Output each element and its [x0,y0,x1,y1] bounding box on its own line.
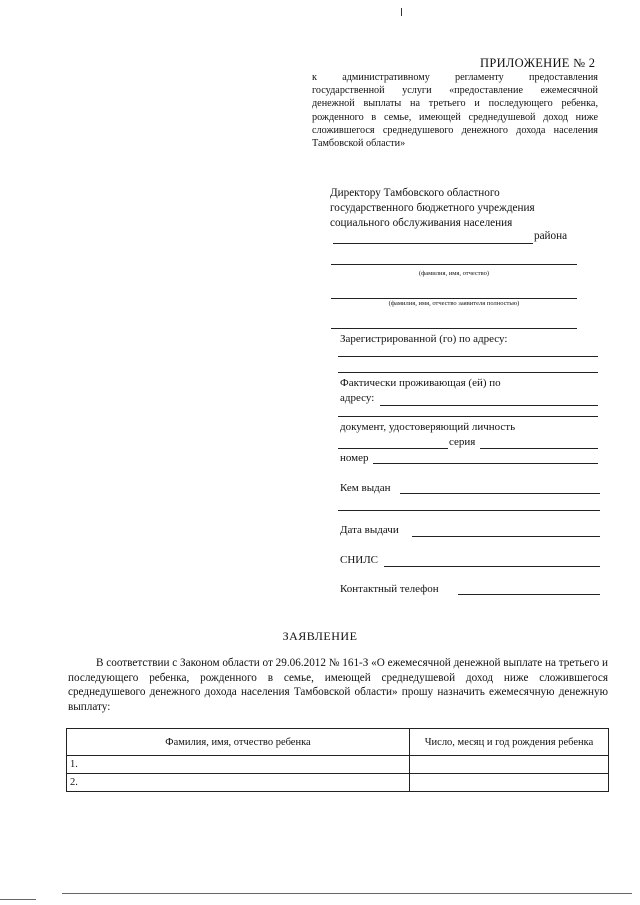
issue-date-label: Дата выдачи [340,524,399,536]
statement-title: ЗАЯВЛЕНИЕ [282,629,358,643]
addressee-block [330,186,600,231]
table-header-row [67,729,609,756]
appendix-title: ПРИЛОЖЕНИЕ № 2 [480,56,596,70]
actual-label-2: адресу: [340,392,375,404]
scan-mark-bottom-left [0,899,36,900]
registered-line-2[interactable] [338,372,598,373]
number-label: номер [340,452,369,464]
addressee-line-2: государственного бюджетного учреждения [330,202,535,214]
addressee-line-1: Директору Тамбовского областного [330,187,500,199]
statement-body [68,656,608,714]
applicant-fio-line[interactable] [331,298,577,299]
actual-line-2[interactable] [338,416,598,417]
phone-label: Контактный телефон [340,583,439,595]
registered-label: Зарегистрированной (го) по адресу: [340,333,508,345]
fio-line[interactable] [331,264,577,265]
issued-by-line-2[interactable] [338,510,600,511]
district-suffix: района [534,230,568,242]
header-fio: Фамилия, имя, отчество ребенка [67,729,410,756]
addressee-line-3: социального обслуживания населения [330,217,513,229]
applicant-fio-caption: (фамилия, имя, отчество заявителя полностью) [388,300,520,307]
table-row[interactable] [67,756,609,774]
table-row[interactable] [67,774,609,792]
appendix-text: к административному регламенту предоставления государственной услуги «предоставление ежемесячной денежной выплаты на третьего и последующего ребенка, рожденного в семье, имеющей среднедушевой доход ниже сложившегося среднедушевого денежного дохода населения Тамбовской области» [312,72,598,150]
scan-line-bottom [62,893,632,894]
snils-line[interactable] [384,566,600,567]
extra-line[interactable] [331,328,577,329]
row-dob[interactable] [410,774,609,792]
children-table [66,728,609,792]
registered-line-1[interactable] [338,356,598,357]
row-dob[interactable] [410,756,609,774]
actual-line-1[interactable] [380,405,598,406]
snils-label: СНИЛС [340,554,379,566]
id-doc-line[interactable] [338,448,448,449]
phone-line[interactable] [458,594,600,595]
header-dob: Число, месяц и год рождения ребенка [410,729,609,756]
actual-label-1: Фактически проживающая (ей) по [340,377,501,389]
statement-text: В соответствии с Законом области от 29.06.2012 № 161-З «О ежемесячной денежной выплате на третьего и последующего ребенка, рожденного в семье, имеющей среднедушевой доход ниже сложившегося среднедушевого денежного дохода населения Тамбовской области» прошу назначить ежемесячную денежную выплату: [68,657,608,713]
issued-by-label: Кем выдан [340,482,391,494]
series-label: серия [449,436,476,448]
scan-mark-top [401,8,402,16]
district-input-line[interactable] [333,243,533,244]
series-line[interactable] [480,448,598,449]
row-number: 1. [67,756,410,774]
row-number: 2. [67,774,410,792]
id-doc-label: документ, удостоверяющий личность [340,421,516,433]
number-line[interactable] [373,463,598,464]
fio-caption: (фамилия, имя, отчество) [418,270,490,277]
issued-by-line-1[interactable] [400,493,600,494]
issue-date-line[interactable] [412,536,600,537]
